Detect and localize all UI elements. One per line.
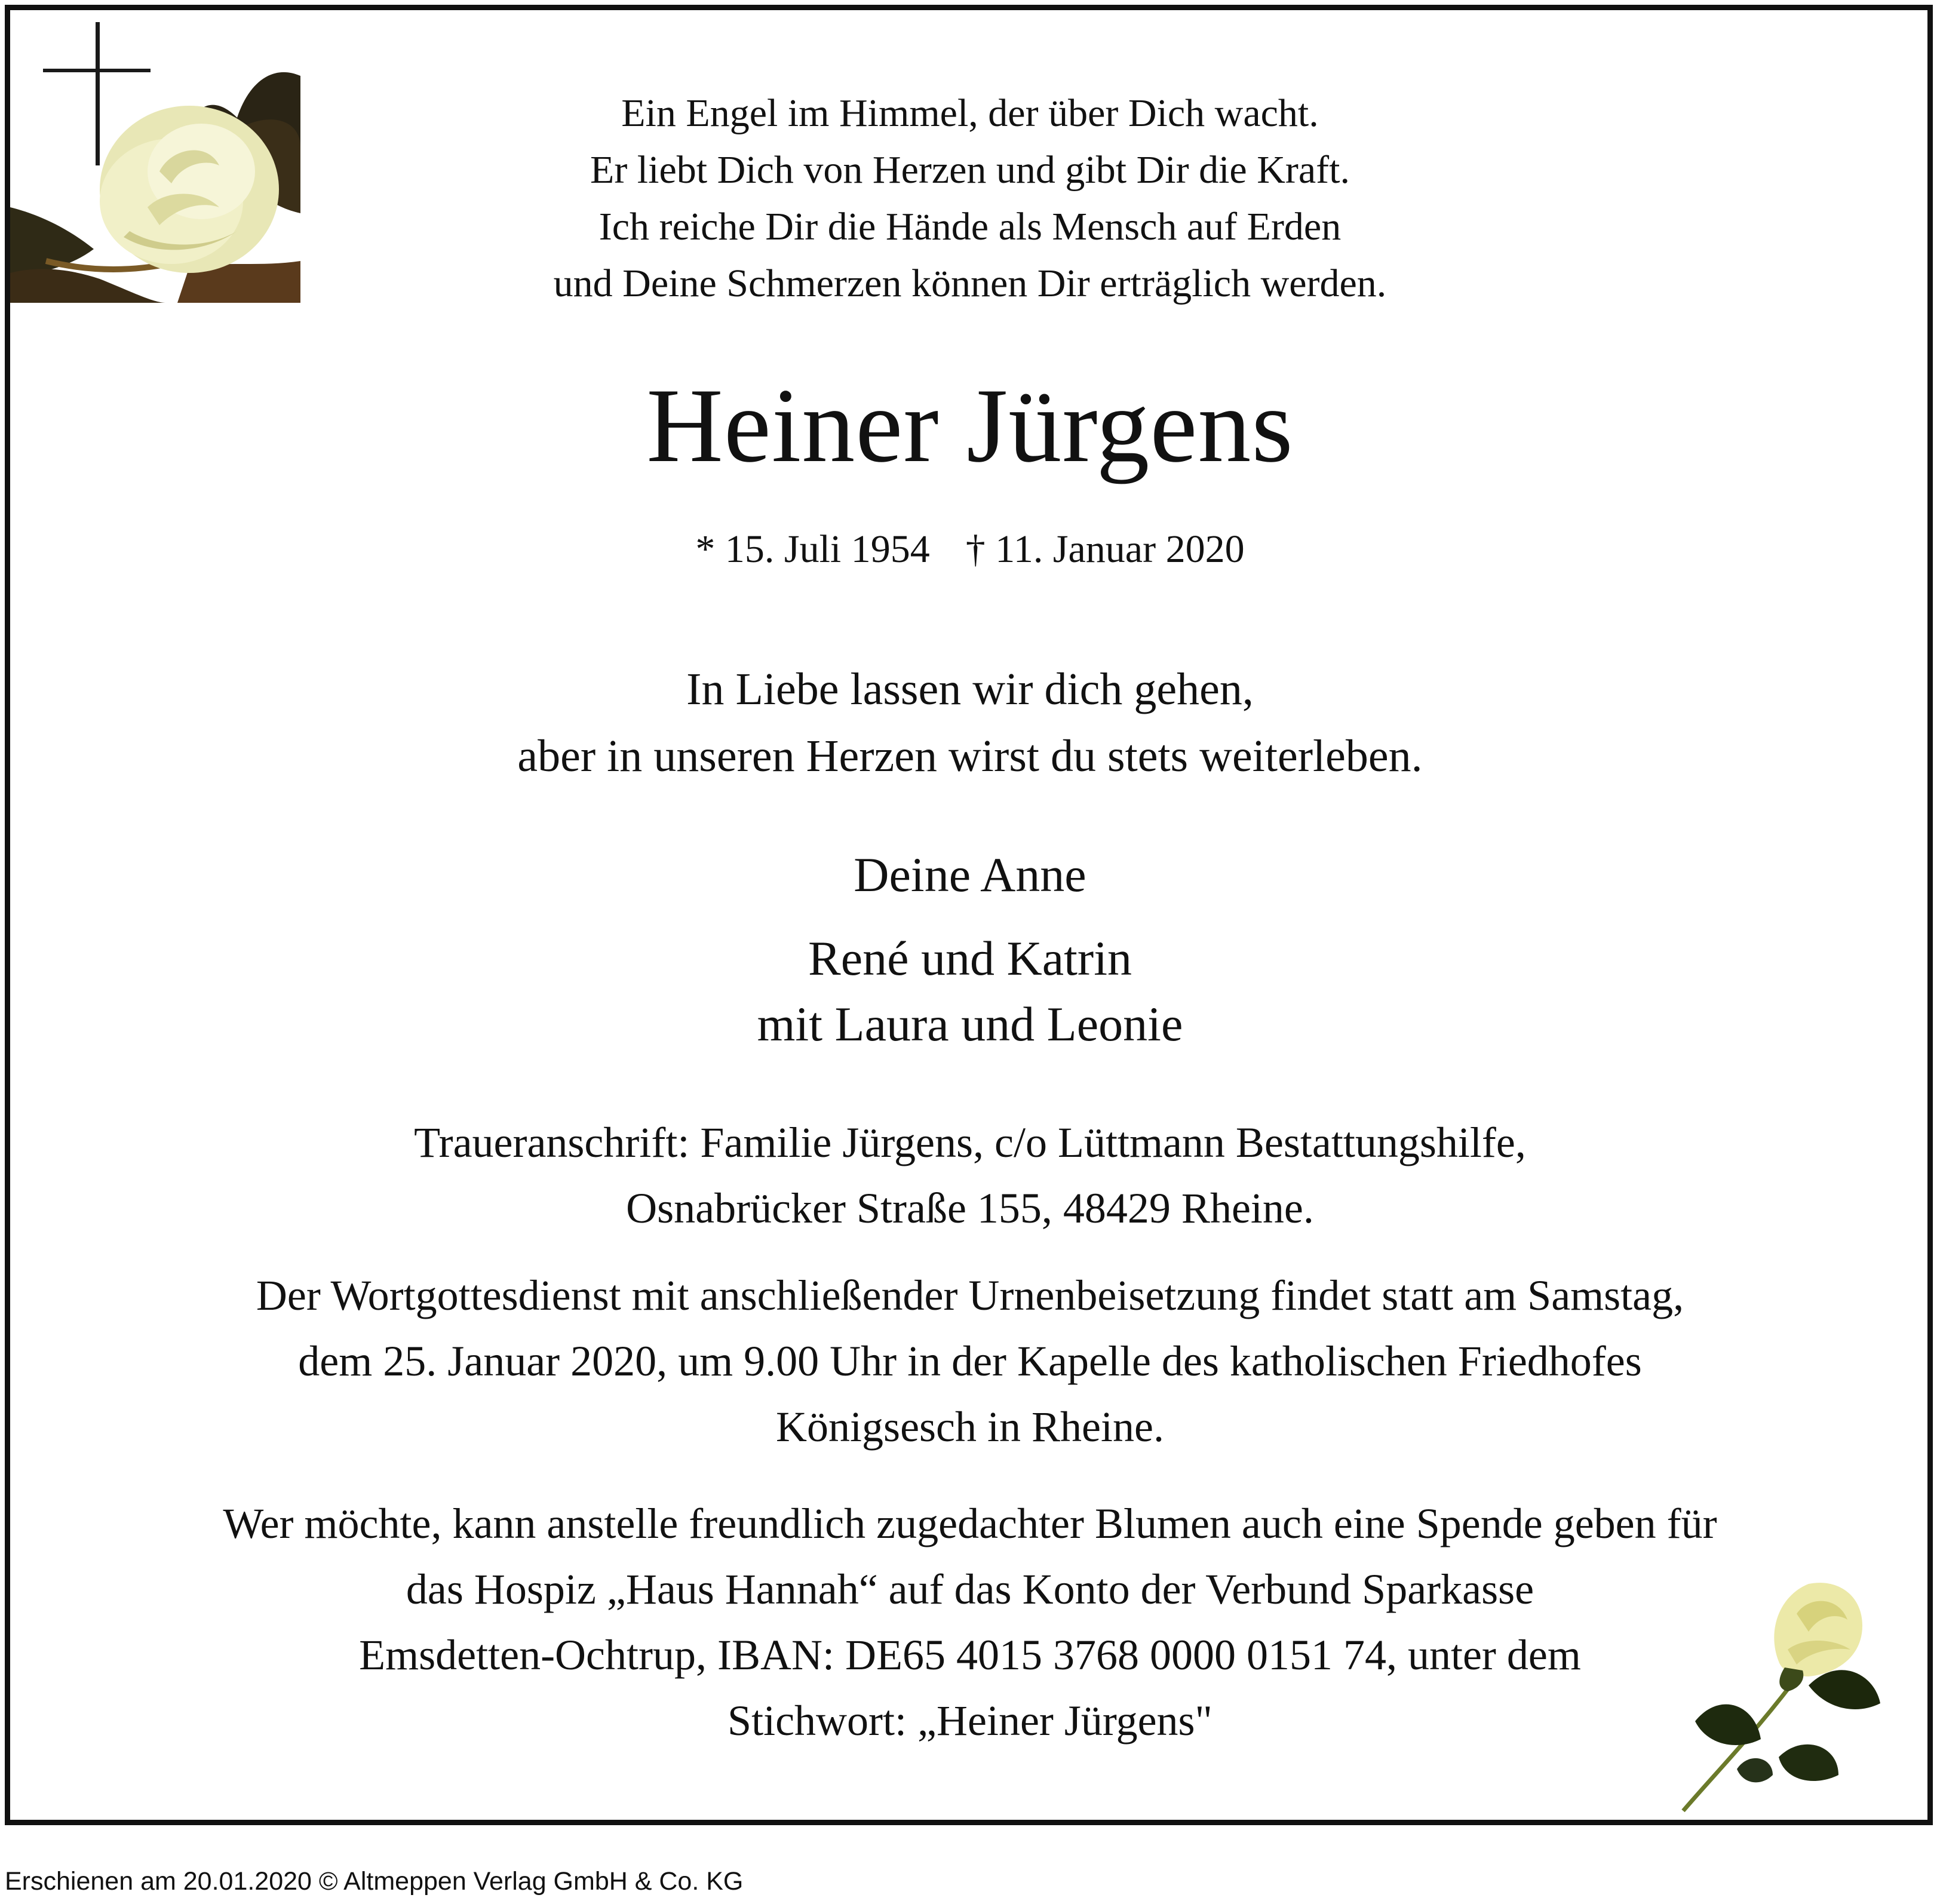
family-line: mit Laura und Leonie [757,997,1183,1051]
donation-line: Wer möchte, kann anstelle freundlich zugedachter Blumen auch eine Spende geben für [223,1500,1717,1547]
donation-line: das Hospiz „Haus Hannah“ auf das Konto der Verbund Sparkasse [406,1565,1534,1613]
deceased-name: Heiner Jürgens [646,366,1294,484]
mourning-address [0,1110,1940,1241]
poem-line: Er liebt Dich von Herzen und gibt Dir die Kraft. [590,148,1350,192]
service-info [0,1263,1940,1460]
rose-image [1659,1572,1886,1818]
poem [0,85,1940,312]
donation-info [0,1491,1940,1753]
address-line: Traueranschrift: Familie Jürgens, c/o Lüttmann Bestattungshilfe, [414,1119,1526,1166]
family-line: René und Katrin [808,931,1132,985]
life-dates [0,526,1940,573]
service-line: Königsesch in Rheine. [776,1403,1164,1451]
donation-line: Emsdetten-Ochtrup, IBAN: DE65 4015 3768 0000 0151 74, unter dem [359,1631,1581,1679]
poem-line: und Deine Schmerzen können Dir erträglich werden. [553,262,1387,305]
donation-line: Stichwort: „Heiner Jürgens" [728,1697,1212,1745]
family-line: Deine Anne [854,847,1086,902]
poem-line: Ein Engel im Himmel, der über Dich wacht. [621,91,1319,135]
publication-footer: Erschienen am 20.01.2020 © Altmeppen Verlag GmbH & Co. KG [5,1867,744,1896]
farewell-line: In Liebe lassen wir dich gehen, [686,664,1254,714]
service-line: dem 25. Januar 2020, um 9.00 Uhr in der Kapelle des katholischen Friedhofes [298,1337,1642,1385]
service-line: Der Wortgottesdienst mit anschließender Urnenbeisetzung findet statt am Samstag, [256,1272,1684,1319]
poem-line: Ich reiche Dir die Hände als Mensch auf Erden [598,205,1342,248]
birth-date: * 15. Juli 1954 [695,527,930,571]
family-signature [0,842,1940,1057]
farewell-line: aber in unseren Herzen wirst du stets weiterleben. [517,731,1423,781]
address-line: Osnabrücker Straße 155, 48429 Rheine. [626,1184,1314,1232]
death-date: † 11. Januar 2020 [965,527,1245,571]
farewell-text [0,656,1940,790]
